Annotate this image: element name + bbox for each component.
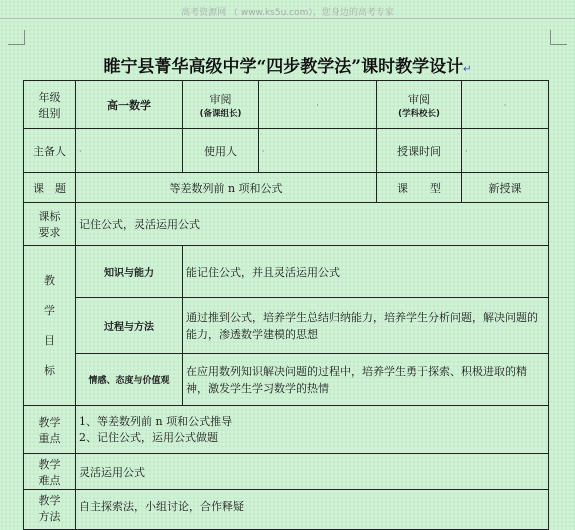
difficult-label: 教学 难点	[24, 454, 76, 490]
lesson-type-label: 课 型	[377, 173, 462, 203]
review-leader-value: ·	[259, 81, 377, 129]
key-points-label: 教学 重点	[24, 406, 76, 454]
method-label: 教学 方法	[24, 490, 76, 530]
goal-knowledge-label: 知识与能力	[76, 246, 183, 298]
site-header-text: 高考资源网 （ www.ks5u.com），您身边的高考专家	[181, 8, 394, 18]
row-standard	[24, 203, 549, 246]
row-goal-knowledge	[24, 246, 549, 298]
topic-value: 等差数列前 n 项和公式	[76, 173, 377, 203]
row-grade	[24, 81, 549, 129]
row-goal-process	[24, 298, 549, 354]
preparer-label: 主备人	[24, 129, 76, 173]
header-rule	[0, 18, 575, 19]
teach-time-label: 授课时间	[377, 129, 462, 173]
row-goal-emotion	[24, 354, 549, 406]
goals-label: 教 学 目 标	[24, 246, 76, 406]
review-principal-label: 审阅 (学科校长)	[377, 81, 462, 129]
key-points-value	[76, 406, 549, 454]
grade-value: 高一数学	[76, 81, 183, 129]
goal-emotion-label: 情感、态度与价值观	[76, 354, 183, 406]
review-principal-value: ·	[462, 81, 549, 129]
crop-mark-left	[8, 30, 25, 45]
review-leader-label: 审阅 (备课组长)	[183, 81, 259, 129]
standard-label: 课标 要求	[24, 203, 76, 246]
user-label: 使用人	[183, 129, 259, 173]
teach-time-value: ·	[462, 129, 549, 173]
grade-label: 年级 组别	[24, 81, 76, 129]
crop-mark-right	[550, 30, 567, 45]
goal-process-value: 通过推到公式，培养学生总结归纳能力，培养学生分析问题，解决问题的能力，渗透数学建模的思想	[183, 298, 549, 354]
goal-process-label: 过程与方法	[76, 298, 183, 354]
row-key-points	[24, 406, 549, 454]
preparer-value: ·	[76, 129, 183, 173]
page-header	[0, 0, 575, 20]
goal-knowledge-value: 能记住公式，并且灵活运用公式	[183, 246, 549, 298]
lesson-plan-table	[23, 80, 549, 530]
key-point-2: 2、记住公式，运用公式做题	[79, 430, 218, 444]
key-point-1: 1、等差数列前 n 项和公式推导	[79, 414, 233, 428]
row-difficult	[24, 454, 549, 490]
method-value: 自主探索法，小组讨论，合作释疑	[76, 490, 549, 530]
difficult-value: 灵活运用公式	[76, 454, 549, 490]
goal-emotion-value: 在应用数列知识解决问题的过程中，培养学生勇于探索、积极进取的精神，激发学生学习数学的热情	[183, 354, 549, 406]
topic-label: 课 题	[24, 173, 76, 203]
lesson-type-value: 新授课	[462, 173, 549, 203]
document-title: 睢宁县菁华高级中学“四步教学法”课时教学设计↵	[103, 57, 472, 77]
row-preparer	[24, 129, 549, 173]
row-topic	[24, 173, 549, 203]
user-value: ·	[259, 129, 377, 173]
standard-value: 记住公式，灵活运用公式	[76, 203, 549, 246]
